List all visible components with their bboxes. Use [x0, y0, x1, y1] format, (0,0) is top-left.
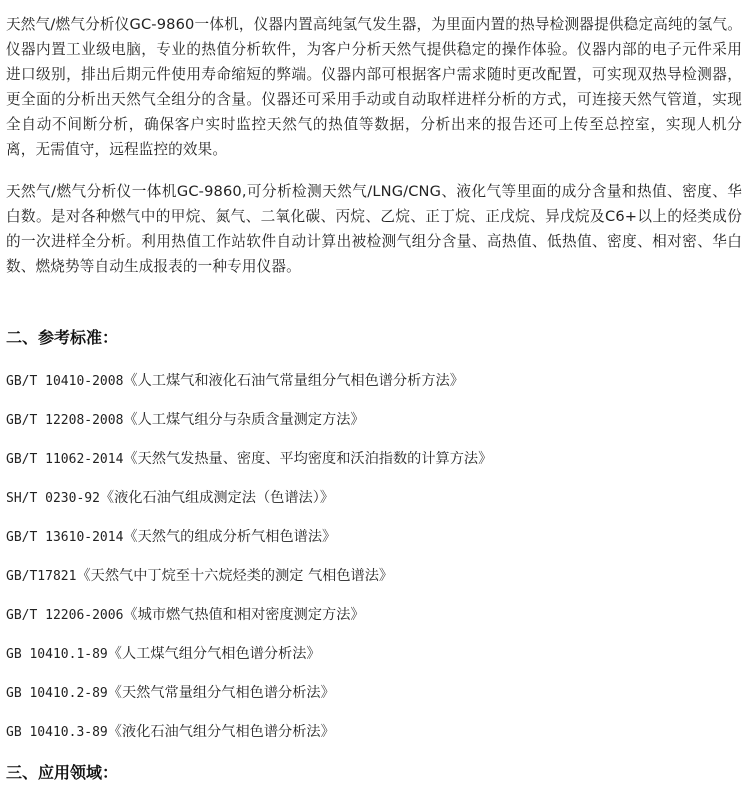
standard-title: 《天然气常量组分气相色谱分析法》 [107, 685, 335, 701]
standard-title: 《城市燃气热值和相对密度测定方法》 [123, 607, 365, 623]
standard-item [6, 488, 334, 509]
standard-code: GB 10410.3-89 [6, 725, 108, 740]
standard-item [6, 605, 365, 626]
intro-paragraph: 天然气/燃气分析仪GC-9860一体机，仪器内置高纯氢气发生器，为里面内置的热导检测器提供稳定高纯的氢气。仪器内置工业级电脑，专业的热值分析软件，为客户分析天然气提供稳定的操作体验。仪器内部的电子元件采用进口级别，排出后期元件使用寿命缩短的弊端。仪器内部可根据客户需求随时更改配置，可实现双热导检测器，更全面的分析出天然气全组分的含量。仪器还可采用手动或自动取样进样分析的方式，可连接天然气管道，实现全自动不间断分析，确保客户实时监控天然气的热值等数据，分析出来的报告还可上传至总控室，实现人机分离，无需值守，远程监控的效果。 [6, 16, 742, 158]
standard-title: 《天然气发热量、密度、平均密度和沃泊指数的计算方法》 [123, 451, 493, 467]
standard-code: GB/T 12208-2008 [6, 413, 124, 428]
section-heading-application-fields: 三、应用领域： [6, 763, 119, 782]
standard-code: GB/T 11062-2014 [6, 452, 124, 467]
standard-title: 《人工煤气组分气相色谱分析法》 [107, 646, 321, 662]
standard-item [6, 566, 393, 587]
standard-code: GB/T 13610-2014 [6, 530, 124, 545]
standard-item [6, 683, 335, 704]
standard-title: 《人工煤气和液化石油气常量组分气相色谱分析方法》 [123, 373, 464, 389]
standard-item [6, 644, 321, 665]
standard-code: GB/T 12206-2006 [6, 608, 124, 623]
standard-title: 《天然气中丁烷至十六烷烃类的测定 气相色谱法》 [76, 568, 394, 584]
standard-title: 《液化石油气组成测定法（色谱法）》 [99, 490, 335, 506]
standard-item [6, 527, 336, 548]
standard-title: 《天然气的组成分析气相色谱法》 [123, 529, 337, 545]
standard-item [6, 410, 365, 431]
standard-code: SH/T 0230-92 [6, 491, 100, 506]
detail-paragraph: 天然气/燃气分析仪一体机GC-9860,可分析检测天然气/LNG/CNG、液化气等里面的成分含量和热值、密度、华白数。是对各种燃气中的甲烷、氮气、二氧化碳、丙烷、乙烷、正丁烷、正戊烷、异戊烷及C6+以上的烃类成份的一次进样全分析。利用热值工作站软件自动计算出被检测气组分含量、高热值、低热值、密度、相对密、华白数、燃烧势等自动生成报表的一种专用仪器。 [6, 183, 742, 275]
standard-title: 《人工煤气组分与杂质含量测定方法》 [123, 412, 365, 428]
standard-item [6, 722, 335, 743]
standard-title: 《液化石油气组分气相色谱分析法》 [107, 724, 335, 740]
standard-code: GB 10410.2-89 [6, 686, 108, 701]
standard-code: GB/T 10410-2008 [6, 374, 124, 389]
standard-code: GB 10410.1-89 [6, 647, 108, 662]
standard-code: GB/T17821 [6, 569, 77, 584]
standard-item [6, 371, 464, 392]
section-heading-reference-standards: 二、参考标准： [6, 328, 119, 347]
standard-item [6, 449, 492, 470]
